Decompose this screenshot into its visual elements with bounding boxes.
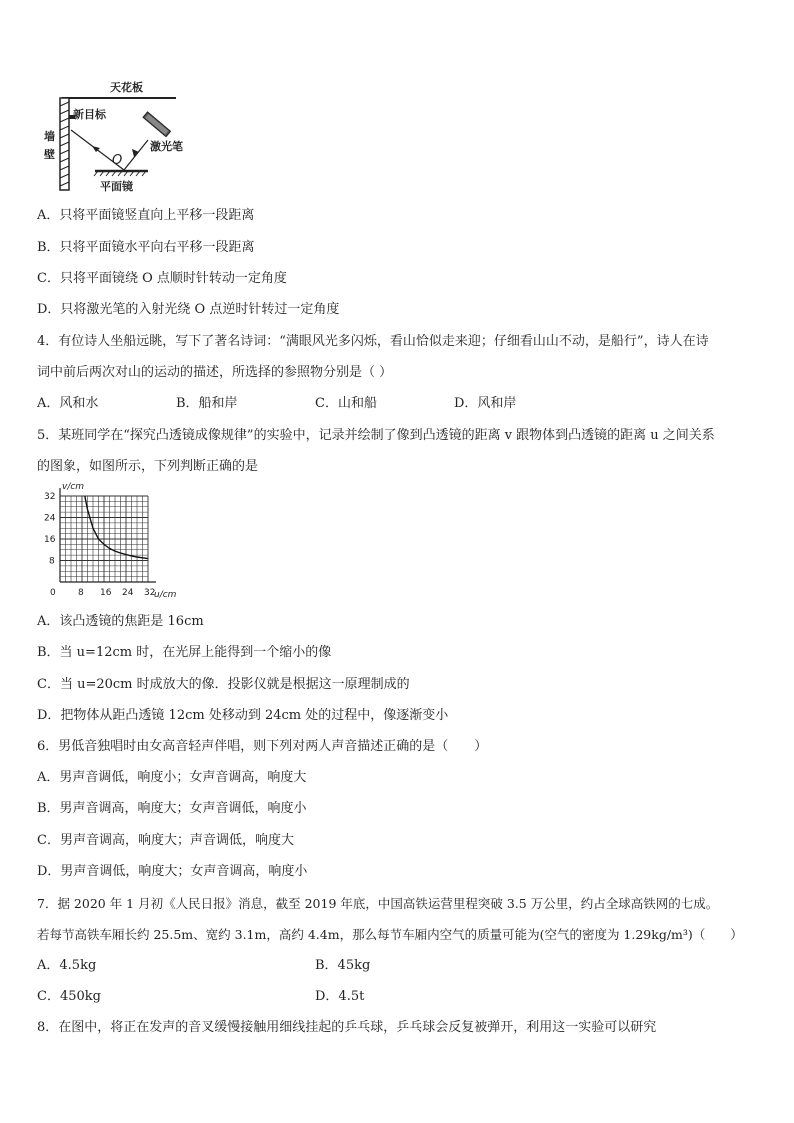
q7-option-b: B．45kg xyxy=(315,958,371,973)
q7-stem-line2: 若每节高铁车厢长约 25.5m、宽约 3.1m，高约 4.4m，那么每节车厢内空气的质量可能为(空气的密度为 1.29kg/m³)（ ） xyxy=(37,927,743,942)
q5-option-b: B．当 u=12cm 时，在光屏上能得到一个缩小的像 xyxy=(37,645,332,660)
laser-pen-label: 激光笔 xyxy=(150,140,183,153)
ceiling-label: 天花板 xyxy=(110,81,143,94)
q3-option-c: C．只将平面镜绕 O 点顺时针转动一定角度 xyxy=(37,271,287,286)
q4-option-c: C．山和船 xyxy=(315,396,377,411)
q7-option-d: D．4.5t xyxy=(315,989,365,1004)
q4-option-a: A．风和水 xyxy=(37,396,99,411)
v-u-chart xyxy=(30,478,190,603)
q5-stem-line1: 5．某班同学在“探究凸透镜成像规律”的实验中，记录并绘制了像到凸透镜的距离 v 跟物体到凸透镜的距离 u 之间关系 xyxy=(37,428,715,443)
q6-stem: 6．男低音独唱时由女高音轻声伴唱，则下列对两人声音描述正确的是（ ） xyxy=(37,739,488,754)
q6-option-c: C．男声音调高，响度大；声音调低，响度大 xyxy=(37,833,294,848)
q3-option-a: A．只将平面镜竖直向上平移一段距离 xyxy=(37,208,255,223)
y-tick-label: 24 xyxy=(44,513,56,524)
wall-label-top: 墙 xyxy=(44,130,55,143)
q6-option-a: A．男声音调低，响度小；女声音调高，响度大 xyxy=(37,770,307,785)
q4-stem-line2: 词中前后两次对山的运动的描述，所选择的参照物分别是（ ） xyxy=(37,365,393,380)
q4-option-d: D．风和岸 xyxy=(454,396,517,411)
x-tick-label: 8 xyxy=(78,588,84,598)
q6-option-b: B．男声音调高，响度大；女声音调低，响度小 xyxy=(37,801,307,816)
q5-stem-line2: 的图象，如图所示，下列判断正确的是 xyxy=(37,459,259,474)
new-target-label: 新目标 xyxy=(73,108,106,121)
x-tick-label: 16 xyxy=(100,588,112,598)
q3-option-b: B．只将平面镜水平向右平移一段距离 xyxy=(37,240,255,255)
mirror-label: 平面镜 xyxy=(100,180,133,193)
q4-option-b: B．船和岸 xyxy=(176,396,238,411)
q7-option-a: A．4.5kg xyxy=(37,958,97,973)
q3-option-d: D．只将激光笔的入射光绕 O 点逆时针转过一定角度 xyxy=(37,302,340,317)
x-tick-label: 32 xyxy=(144,588,156,598)
series-line-v-u xyxy=(85,496,148,559)
q6-option-d: D．男声音调低，响度大；女声音调高，响度小 xyxy=(37,864,308,879)
y-tick-label: 8 xyxy=(49,556,55,567)
y-axis-label: v/cm xyxy=(62,482,85,492)
q4-stem-line1: 4．有位诗人坐船远眺，写下了著名诗词：“满眼风光多闪烁，看山恰似走来迎；仔细看山山不动，是船行”，诗人在诗 xyxy=(37,334,709,349)
y-tick-label: 16 xyxy=(44,535,56,545)
y-tick-label: 32 xyxy=(44,492,56,502)
q7-stem-line1: 7．据 2020 年 1 月初《人民日报》消息，截至 2019 年底，中国高铁运营里程突破 3.5 万公里，约占全球高铁网的七成。 xyxy=(37,896,719,911)
point-o-label: O xyxy=(112,153,123,168)
mirror-laser-figure xyxy=(40,78,200,196)
laser-pen-icon xyxy=(143,112,170,137)
q8-stem: 8．在图中，将正在发声的音叉缓慢接触用细线挂起的乒乓球，乒乓球会反复被弹开，利用这一实验可以研究 xyxy=(37,1020,657,1035)
q5-option-d: D．把物体从距凸透镜 12cm 处移动到 24cm 处的过程中，像逐渐变小 xyxy=(37,708,449,723)
x-axis-label: u/cm xyxy=(154,590,177,600)
q5-option-c: C．当 u=20cm 时成放大的像．投影仪就是根据这一原理制成的 xyxy=(37,677,410,692)
x-tick-label: 0 xyxy=(50,588,56,598)
wall-label-bottom: 壁 xyxy=(44,148,55,161)
q7-option-c: C．450kg xyxy=(37,989,101,1004)
q5-option-a: A．该凸透镜的焦距是 16cm xyxy=(37,614,204,629)
x-tick-label: 24 xyxy=(122,588,134,598)
